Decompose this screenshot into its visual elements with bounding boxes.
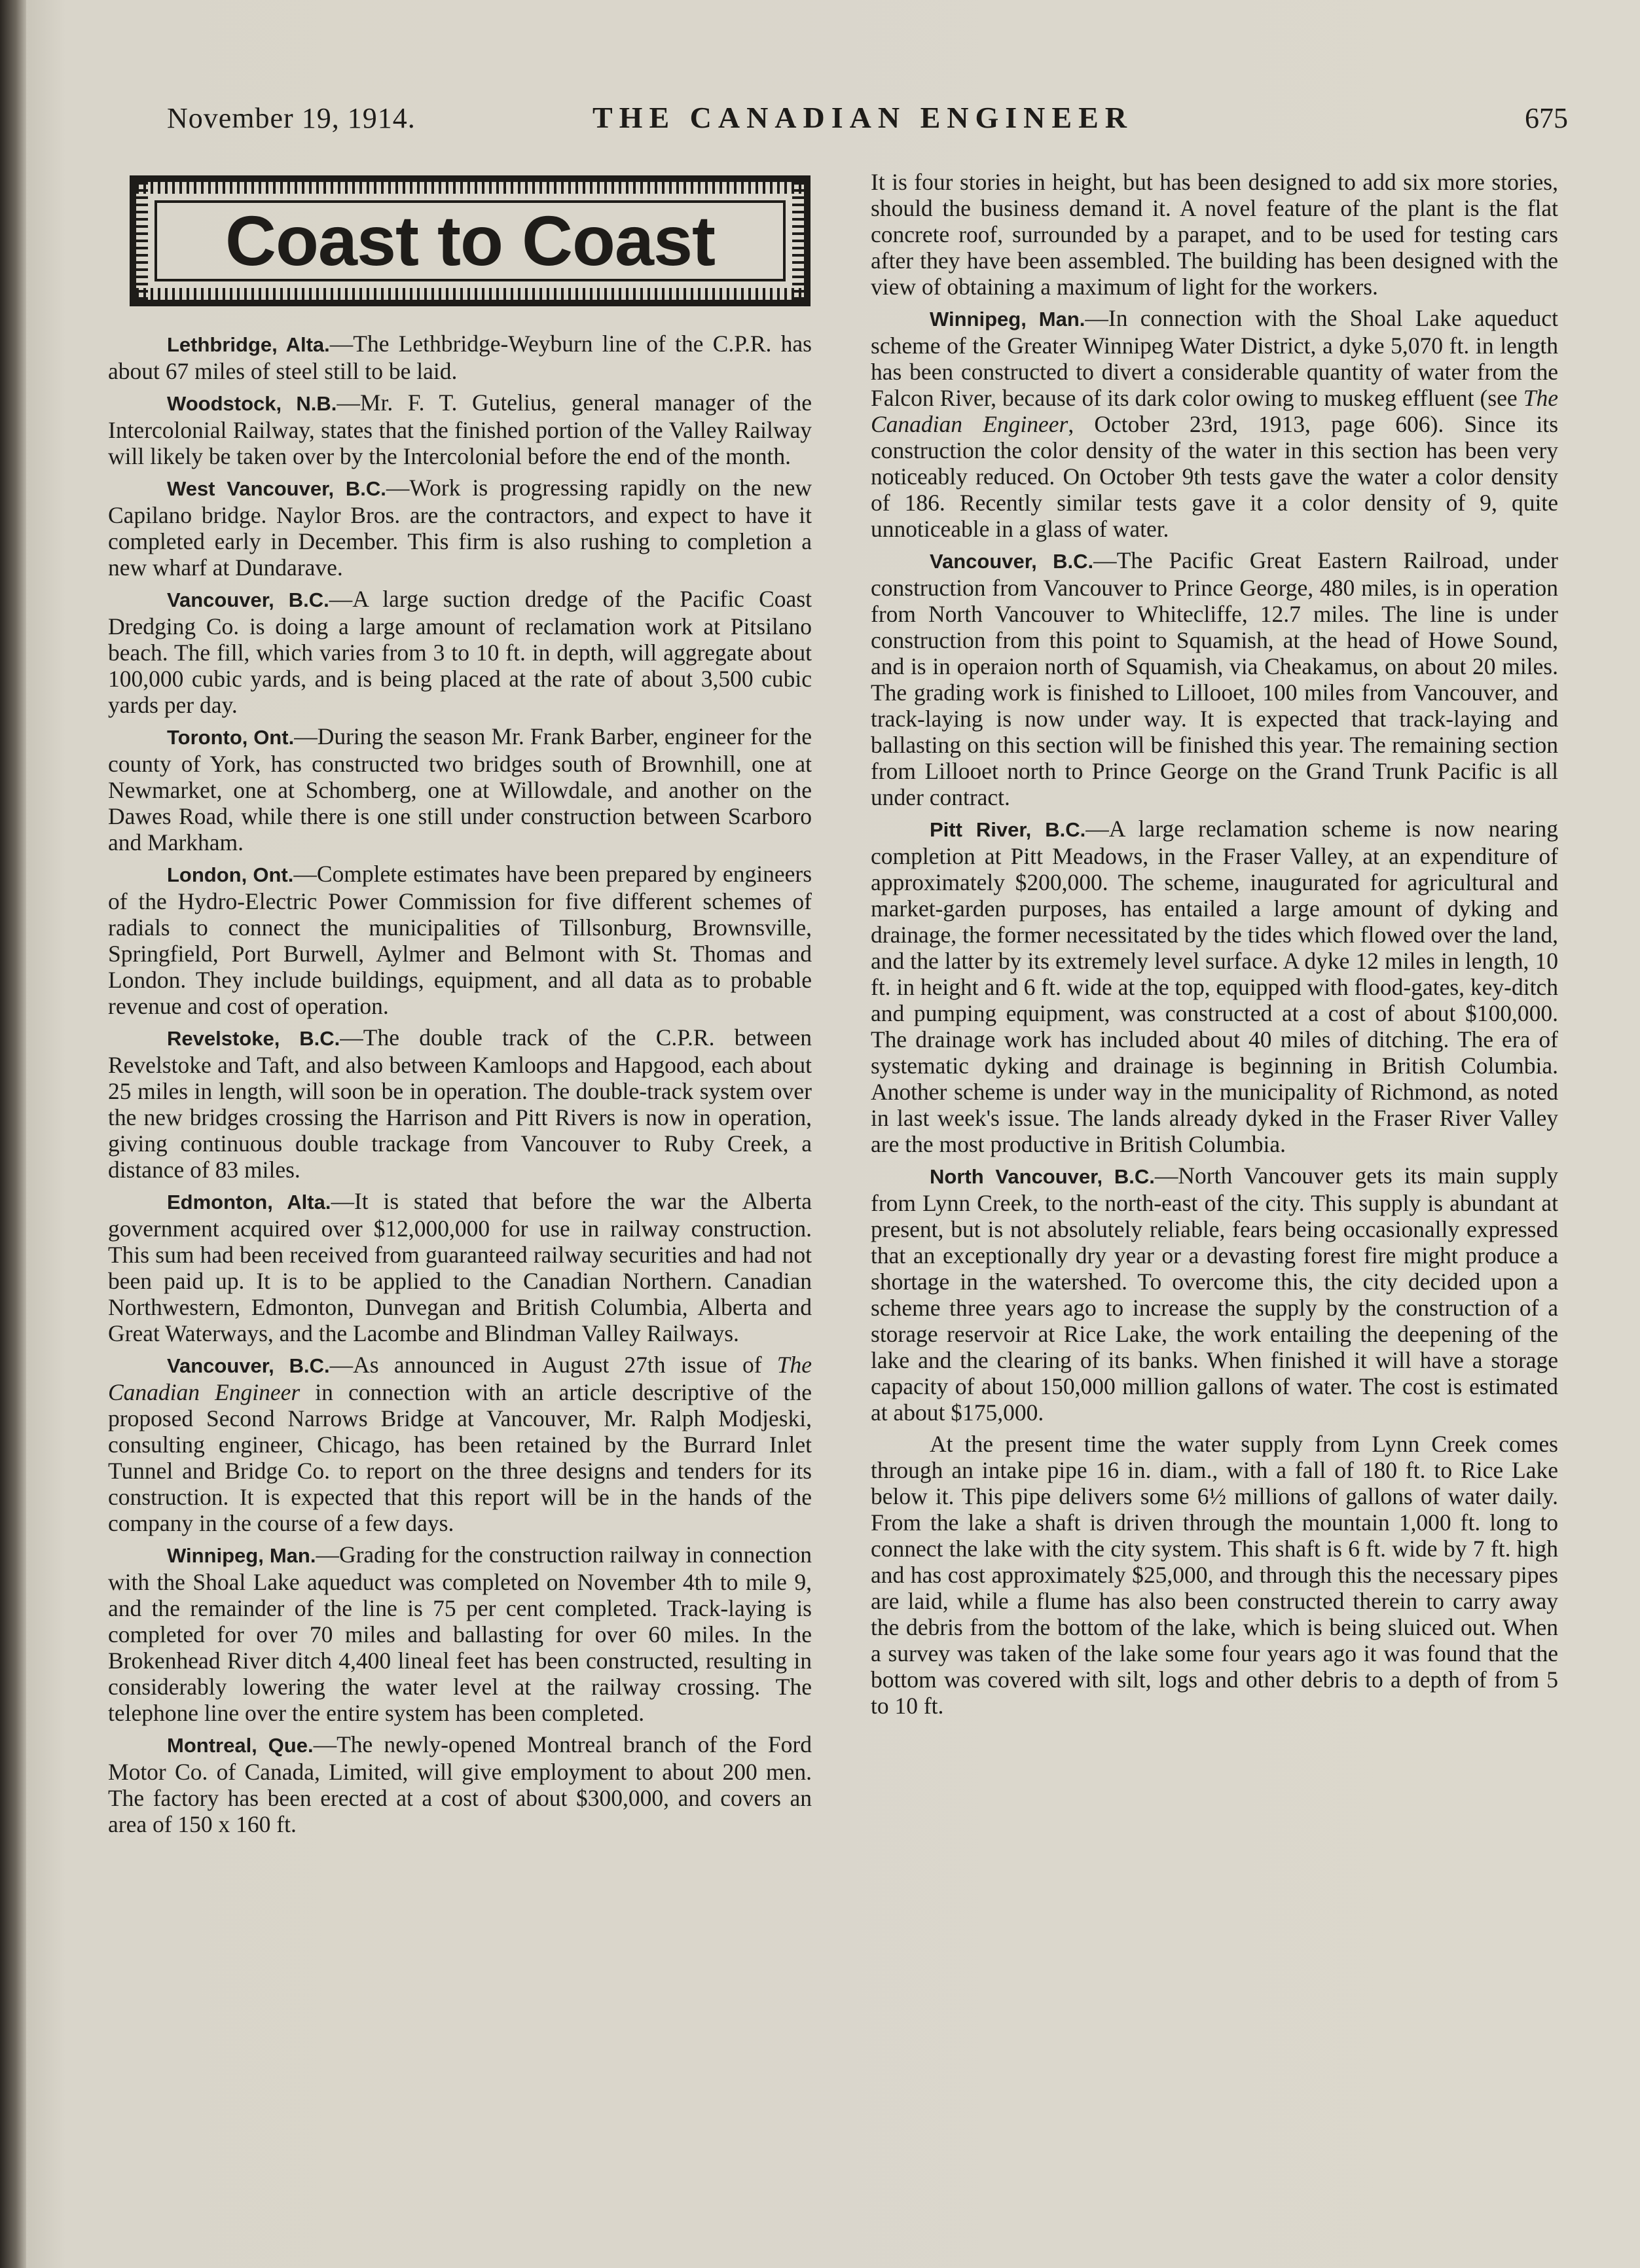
journal-reference: The Canadian Engineer <box>108 1352 812 1405</box>
news-item <box>108 1731 812 1837</box>
dateline: Vancouver, B.C. <box>167 588 329 611</box>
item-text: —As announced in August 27th issue of <box>329 1352 777 1378</box>
dateline: Winnipeg, Man. <box>167 1544 316 1567</box>
dateline: London, Ont. <box>167 863 294 886</box>
dateline: West Vancouver, B.C. <box>167 477 386 500</box>
news-item <box>108 861 812 1019</box>
dateline: Edmonton, Alta. <box>167 1191 331 1214</box>
news-item-paragraph <box>871 1431 1558 1719</box>
running-header <box>167 95 1568 147</box>
dateline: North Vancouver, B.C. <box>930 1165 1155 1188</box>
dateline: Revelstoke, B.C. <box>167 1027 340 1050</box>
section-title-inner-frame <box>155 200 786 281</box>
dateline: Vancouver, B.C. <box>167 1354 330 1377</box>
item-text: —During the season Mr. Frank Barber, engineer for the county of York, has constructed two bridges south of Brownhill, one at Newmarket, one at Schomberg, one at Willowdale, and another on the Dawes Road, while there is one still under construction between Scarboro and Markham. <box>108 723 812 855</box>
dateline: Toronto, Ont. <box>167 726 295 749</box>
item-text: —It is stated that before the war the Alberta government acquired over $12,000,000 for use in railway construction. This sum had been received from guaranteed railway securities and had not been paid up. It is to be applied to the Canadian Northern. Canadian Northwestern, Edmonton, Dunvegan and British Columbia, Alberta and Great Waterways, and the Lacombe and Blindman Valley Railways. <box>108 1188 812 1346</box>
dateline: Winnipeg, Man. <box>930 308 1085 331</box>
item-text: —A large reclamation scheme is now nearing completion at Pitt Meadows, in the Fraser Valley, at an expenditure of approximately $200,000. The scheme, inaugurated for agricultural and market-garden purposes, has entailed a large amount of dyking and drainage, the former necessitated by the tides which flowed over the land, and the latter by its extremely level surface. A dyke 12 miles in length, 10 ft. in height and 6 ft. wide at the top, equipped with flood-gates, key-ditch and pumping equipment, was constructed at a cost of about $100,000. The drainage work has included about 40 miles of ditching. The era of systematic dyking and drainage is beginning in British Columbia. Another scheme is under way in the municipality of Richmond, as noted in last week's issue. The lands already dyked in the Fraser River Valley are the most productive in British Columbia. <box>871 816 1559 1157</box>
item-text: At the present time the water supply from Lynn Creek comes through an intake pipe 16 in. diam., with a fall of 180 ft. to Rice Lake below it. This pipe delivers some 6½ millions of gallons of water daily. From the lake a shaft is driven through the mountain 1,000 ft. long to connect the lake with the city system. This shaft is 6 ft. wide by 7 ft. high and has cost approximately $25,000, and through this the necessary pipes are laid, while a flume has also been constructed therein to carry away the debris from the bottom of the lake, which is being sluiced out. When a survey was taken of the lake some four years ago it was found that the bottom was covered with silt, logs and other debris to a depth of from 5 to 10 ft. <box>871 1431 1558 1719</box>
dateline: Montreal, Que. <box>167 1734 314 1757</box>
item-text: It is four stories in height, but has been designed to add six more stories, should the business demand it. A novel feature of the plant is the flat concrete roof, surrounded by a parapet, and to be used for testing cars after they have been assembled. The building has been designed with the view of obtaining a maximum of light for the workers. <box>871 169 1558 300</box>
item-text: —Work is progressing rapidly on the new Capilano bridge. Naylor Bros. are the contractors, and expect to have it completed early in December. This firm is also rushing to completion a new wharf at Dundarave. <box>108 475 812 581</box>
news-item <box>871 816 1558 1157</box>
left-column <box>108 331 812 1843</box>
news-item <box>108 389 812 469</box>
item-text: —Mr. F. T. Gutelius, general manager of the Intercolonial Railway, states that the finished portion of the Valley Railway will likely be taken over by the Intercolonial before the end of the month. <box>108 389 812 469</box>
item-text: —In connection with the Shoal Lake aqueduct scheme of the Greater Winnipeg Water District, a dyke 5,070 ft. in length has been constructed to divert a considerable quantity of water from the Falcon River, because of its dark color owing to muskeg effluent (see <box>871 305 1558 411</box>
item-text: —The Lethbridge-Weyburn line of the C.P.R. has about 67 miles of steel still to be laid. <box>108 331 812 384</box>
section-title-frame <box>130 175 811 306</box>
item-text: —A large suction dredge of the Pacific Coast Dredging Co. is doing a large amount of reclamation work at Pitsilano beach. The fill, which varies from 3 to 10 ft. in depth, will aggregate about 100,000 cubic yards, and is being placed at the rate of about 3,500 cubic yards per day. <box>108 586 812 718</box>
right-column <box>871 169 1558 1724</box>
item-text: —The double track of the C.P.R. between Revelstoke and Taft, and also between Kamloops and Hapgood, each about 25 miles in length, will soon be in operation. The double-track system over the new bridges crossing the Harrison and Pitt Rivers is now in operation, giving continuous double trackage from Vancouver to Ruby Creek, a distance of 83 miles. <box>108 1024 812 1183</box>
book-binding-shadow <box>0 0 26 2268</box>
item-text: —The Pacific Great Eastern Railroad, under construction from Vancouver to Prince George, 480 miles, is in operation from North Vancouver to Whitecliffe, 12.7 miles. The line is under construction from this point to Squamish, at the head of Howe Sound, and is in operaion north of Squamish, via Cheakamus, on about 20 miles. The grading work is finished to Lillooet, 100 miles from Vancouver, and track-laying is now under way. It is expected that track-laying and ballasting on this section will be finished this year. The remaining section from Lillooet north to Prince George on the Grand Trunk Pacific is all under contract. <box>871 547 1558 810</box>
dateline: Woodstock, N.B. <box>167 392 337 415</box>
news-item <box>108 475 812 581</box>
dateline: Pitt River, B.C. <box>930 818 1086 841</box>
news-item <box>871 1162 1558 1426</box>
journal-reference: The Canadian Engineer <box>871 385 1558 437</box>
news-item <box>108 1024 812 1183</box>
journal-title: THE CANADIAN ENGINEER <box>592 101 1133 134</box>
item-text: —Complete estimates have been prepared by engineers of the Hydro-Electric Power Commission for five different schemes of radials to connect the municipalities of Tillsonburg, Brownsville, Springfield, Port Burwell, Aylmer and Belmont with St. Thomas and London. They include buildings, equipment, and all data as to probable revenue and cost of operation. <box>108 861 812 1019</box>
continued-paragraph <box>871 169 1558 300</box>
news-item <box>871 547 1558 810</box>
news-item <box>108 1188 812 1346</box>
item-text: —Grading for the construction railway in connection with the Shoal Lake aqueduct was completed on November 4th to mile 9, and the remainder of the line is 75 per cent completed. Track-laying is completed for over 70 miles and ballasting for over 60 miles. In the Brokenhead River ditch 4,400 lineal feet has been constructed, resulting in considerably lowering the water level at the railway crossing. The telephone line over the entire system has been completed. <box>108 1541 812 1726</box>
news-item <box>108 586 812 718</box>
dateline: Lethbridge, Alta. <box>167 333 330 356</box>
news-item <box>108 1352 812 1536</box>
news-item <box>108 331 812 384</box>
item-text: —North Vancouver gets its main supply from Lynn Creek, to the north-east of the city. This supply is abundant at present, but is not absolutely reliable, fears being occasionally expressed that an exceptionally dry year or a devasting forest fire might produce a shortage in the watershed. To overcome this, the city decided upon a scheme three years ago to increase the supply by the construction of a storage reservoir at Rice Lake, the work entailing the deepening of the lake and the clearing of its banks. When finished it will have a storage capacity of about 150,000 million gallons of water. The cost is estimated at about $175,000. <box>871 1162 1558 1426</box>
news-item <box>108 1541 812 1726</box>
news-item <box>871 305 1558 542</box>
page-number: 675 <box>1525 102 1568 134</box>
section-title: Coast to Coast <box>225 201 716 280</box>
dateline: Vancouver, B.C. <box>930 550 1094 573</box>
item-text: in connection with an article descriptive of the proposed Second Narrows Bridge at Vancouver, Mr. Ralph Modjeski, consulting engineer, Chicago, has been retained by the Burrard Inlet Tunnel and Bridge Co. to report on the three designs and tenders for its construction. It is expected that this report will be in the hands of the company in the course of a few days. <box>108 1379 812 1536</box>
item-text: , October 23rd, 1913, page 606). Since its construction the color density of the water in this section has been very noticeably reduced. On October 9th tests gave the water a color density of 186. Recently similar tests gave it a color density of 9, quite unnoticeable in a glass of water. <box>871 411 1559 542</box>
item-text: —The newly-opened Montreal branch of the Ford Motor Co. of Canada, Limited, will give employment to about 200 men. The factory has been erected at a cost of about $300,000, and covers an area of 150 x 160 ft. <box>108 1731 812 1837</box>
news-item <box>108 723 812 855</box>
issue-date: November 19, 1914. <box>167 102 416 134</box>
